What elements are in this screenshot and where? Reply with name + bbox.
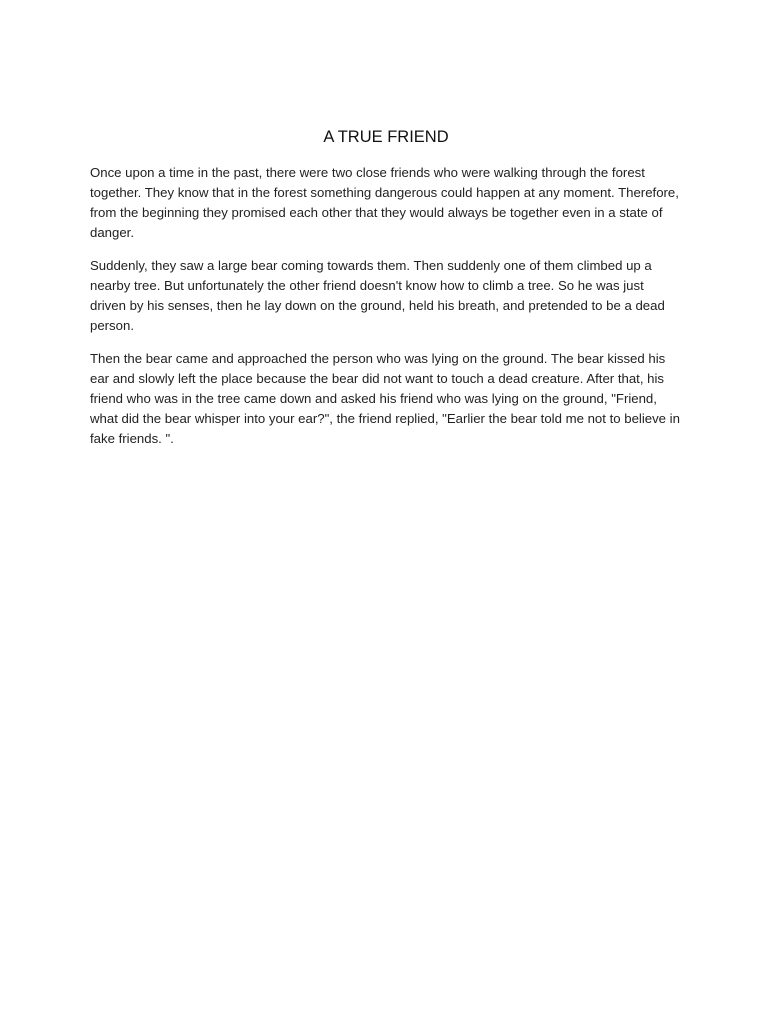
- paragraph-1: Once upon a time in the past, there were two close friends who were walking through the forest together. They know that in the forest something dangerous could happen at any moment. Therefore, from the beginning they promised each other that they would always be together even in a state of danger.: [90, 165, 679, 240]
- paragraph-3: Then the bear came and approached the person who was lying on the ground. The bear kissed his ear and slowly left the place because the bear did not want to touch a dead creature. After that, his friend who was in the tree came down and asked his friend who was lying on the ground, "Friend, what did the bear whisper into your ear?", the friend replied, "Earlier the bear told me not to believe in fake friends. ".: [90, 351, 680, 446]
- story-title: A TRUE FRIEND: [323, 128, 449, 146]
- paragraph-2: Suddenly, they saw a large bear coming towards them. Then suddenly one of them climbed up a nearby tree. But unfortunately the other friend doesn't know how to climb a tree. So he was just driven by his senses, then he lay down on the ground, held his breath, and pretended to be a dead person.: [90, 258, 665, 333]
- document-body: [90, 126, 682, 462]
